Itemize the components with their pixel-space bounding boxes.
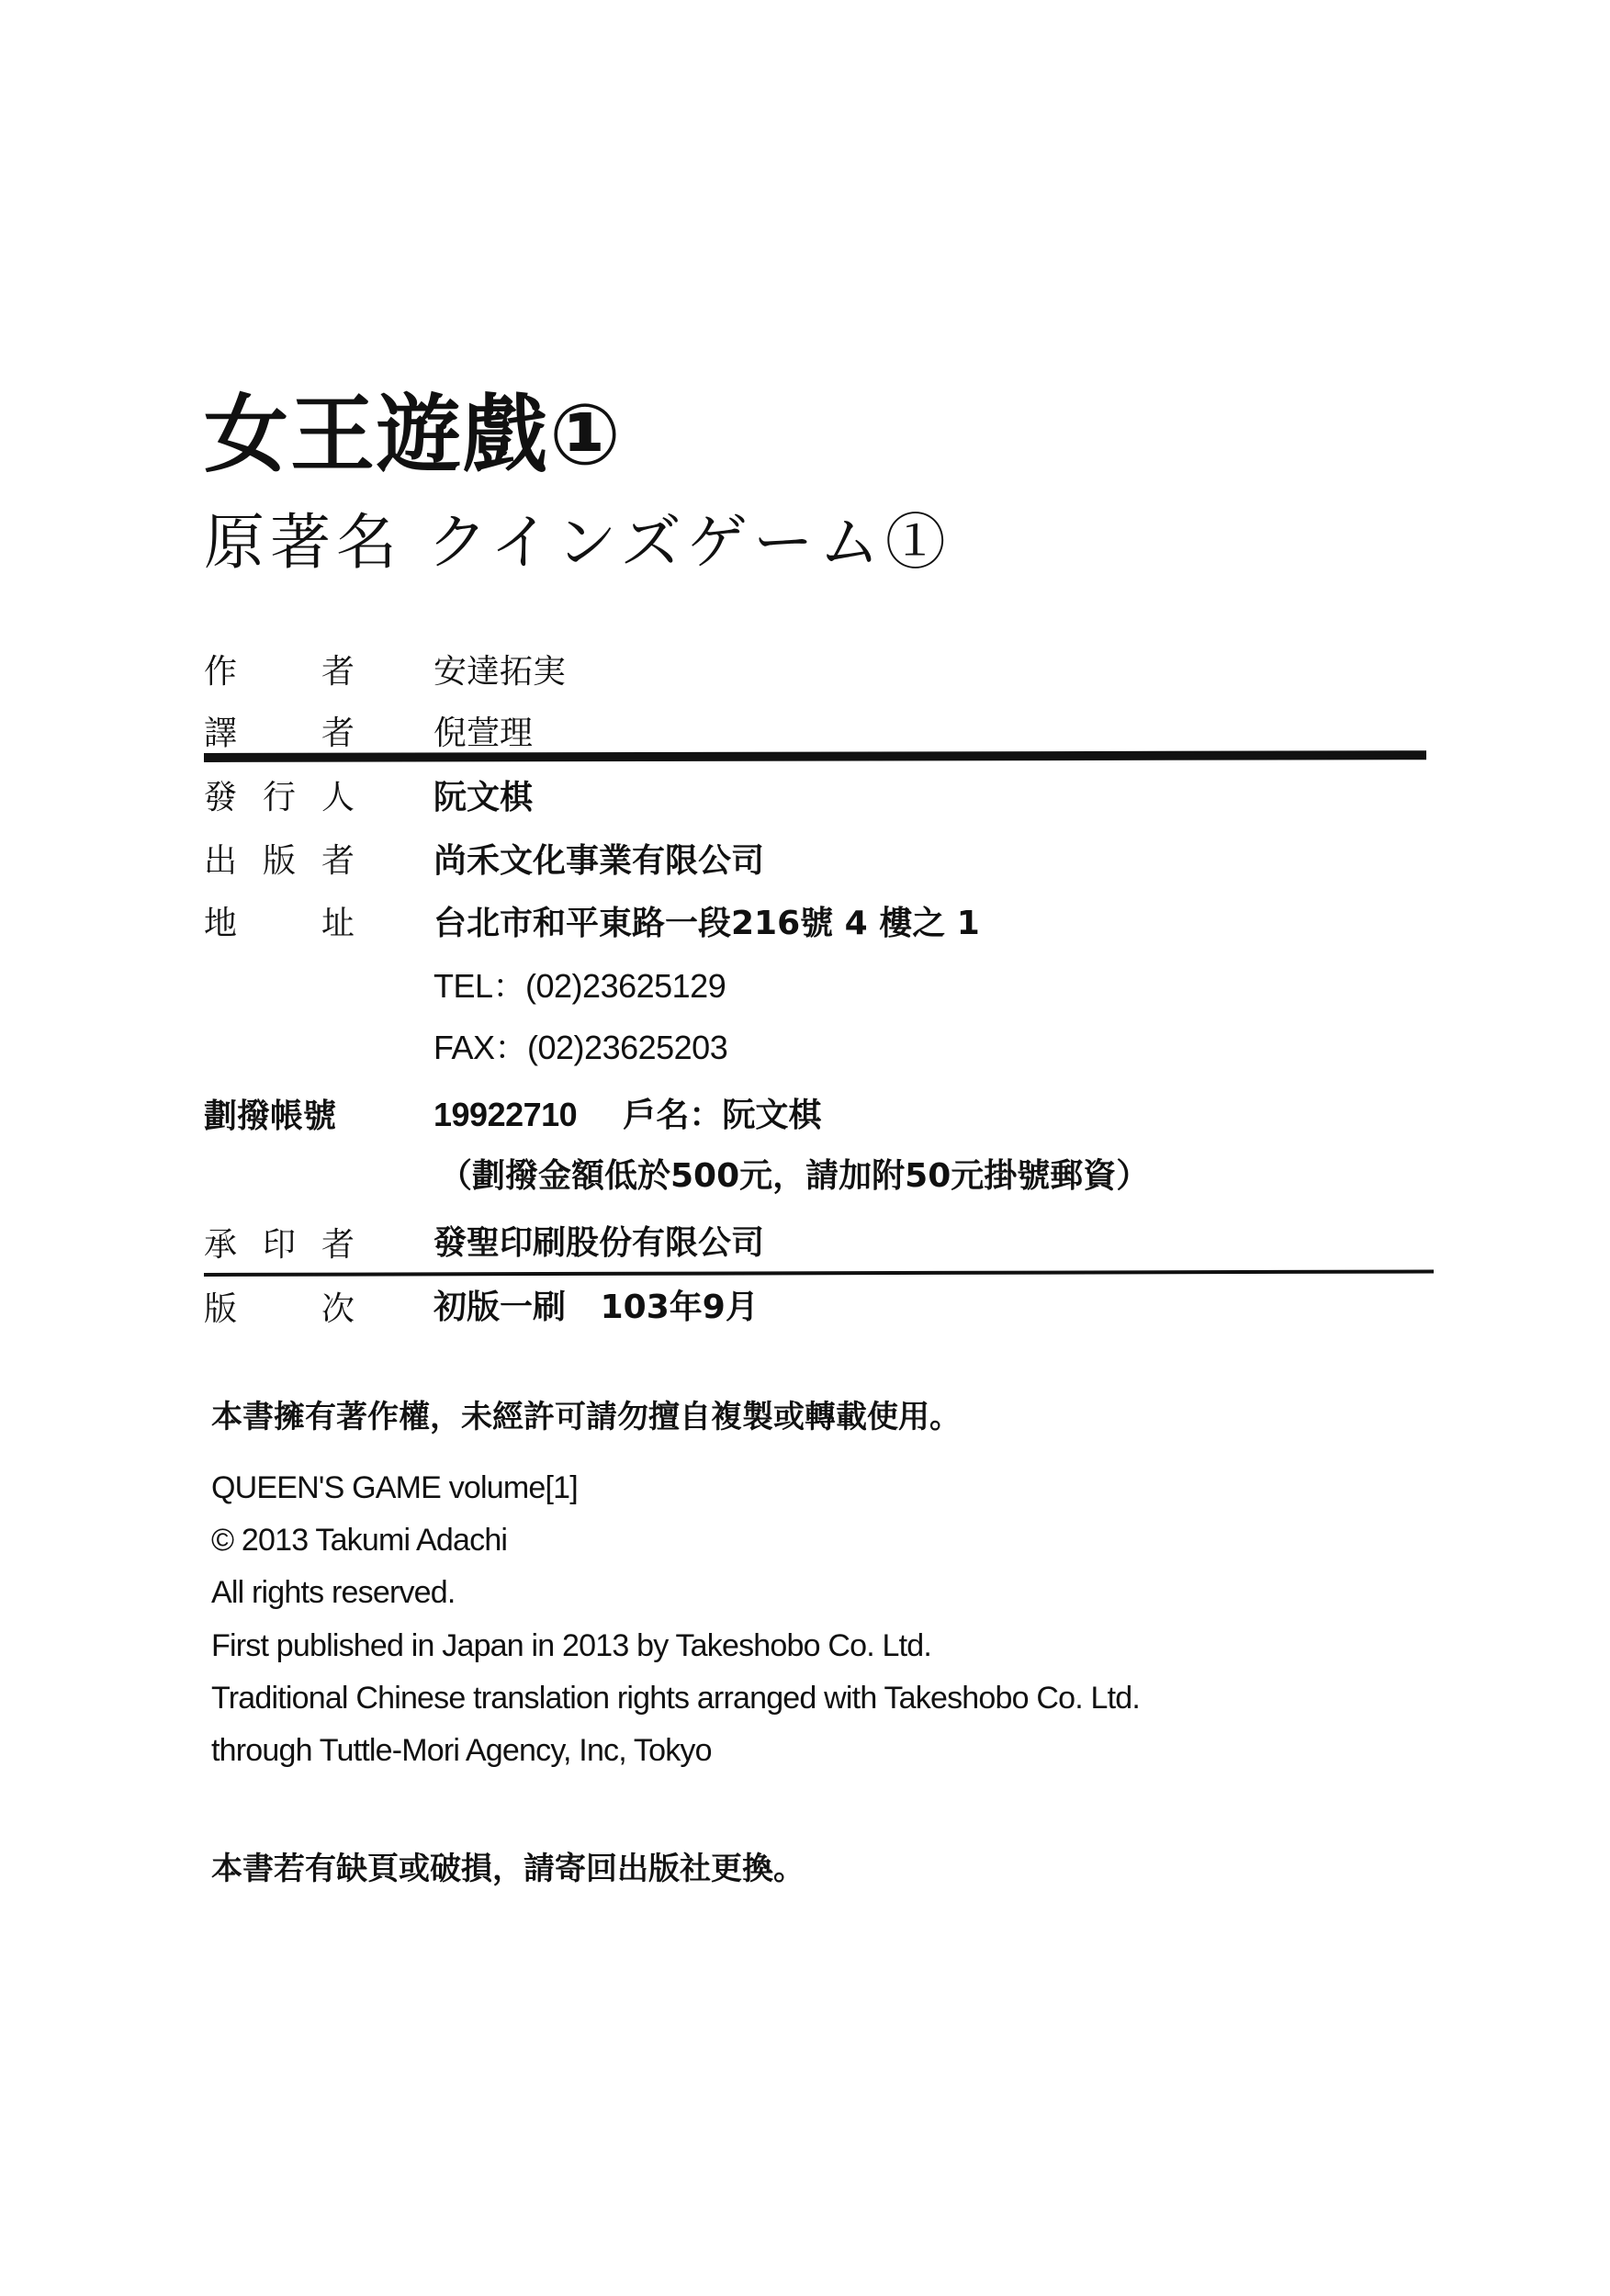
publisher-label: 出 版 者 — [204, 842, 355, 880]
edition-label: 版 次 — [204, 1290, 355, 1328]
publisher-person-value: 阮文棋 — [433, 779, 534, 816]
original-title: 原著名 クインズゲーム① — [204, 507, 951, 578]
address-label: 地 址 — [204, 905, 355, 942]
copyright-notice: 本書擁有著作權，未經許可請勿擅自複製或轉載使用。 — [211, 1399, 961, 1435]
postal-account-number: 19922710 — [433, 1096, 578, 1133]
publisher-person-label: 發 行 人 — [204, 779, 355, 816]
postal-note: （劃撥金額低於500元，請加附50元掛號郵資） — [439, 1157, 1150, 1195]
damage-notice: 本書若有缺頁或破損，請寄回出版社更換。 — [211, 1851, 805, 1887]
english-line: Traditional Chinese translation rights arranged with Takeshobo Co. Ltd. — [211, 1681, 1141, 1716]
edition-value: 初版一刷 103年9月 — [433, 1289, 759, 1326]
address-value: 台北市和平東路一段216號 4 樓之 1 — [433, 905, 980, 942]
publisher-value: 尚禾文化事業有限公司 — [433, 842, 765, 880]
translator-label: 譯 者 — [204, 715, 355, 752]
tel-line: TEL：(02)23625129 — [433, 967, 726, 1005]
english-line: First published in Japan in 2013 by Takeshobo Co. Ltd. — [211, 1628, 932, 1663]
book-title: 女王遊戲① — [204, 386, 623, 484]
postal-account-label: 劃撥帳號 — [204, 1097, 337, 1135]
author-value: 安達拓実 — [433, 653, 567, 691]
author-label: 作 者 — [204, 653, 355, 691]
postal-account-value — [433, 1098, 821, 1132]
english-line: All rights reserved. — [211, 1575, 456, 1610]
translator-value: 倪萱理 — [433, 715, 534, 752]
thick-divider — [204, 750, 1426, 762]
english-line: QUEEN'S GAME volume[1] — [211, 1470, 578, 1505]
postal-account-holder: 戶名：阮文棋 — [623, 1097, 822, 1134]
thin-divider — [204, 1269, 1434, 1277]
english-line: © 2013 Takumi Adachi — [211, 1523, 508, 1558]
fax-line: FAX：(02)23625203 — [433, 1029, 728, 1066]
edition-date: 103年9月 — [600, 1289, 759, 1326]
printer-value: 發聖印刷股份有限公司 — [433, 1224, 765, 1262]
english-line: through Tuttle-Mori Agency, Inc, Tokyo — [211, 1733, 712, 1768]
printer-label: 承 印 者 — [204, 1226, 355, 1264]
